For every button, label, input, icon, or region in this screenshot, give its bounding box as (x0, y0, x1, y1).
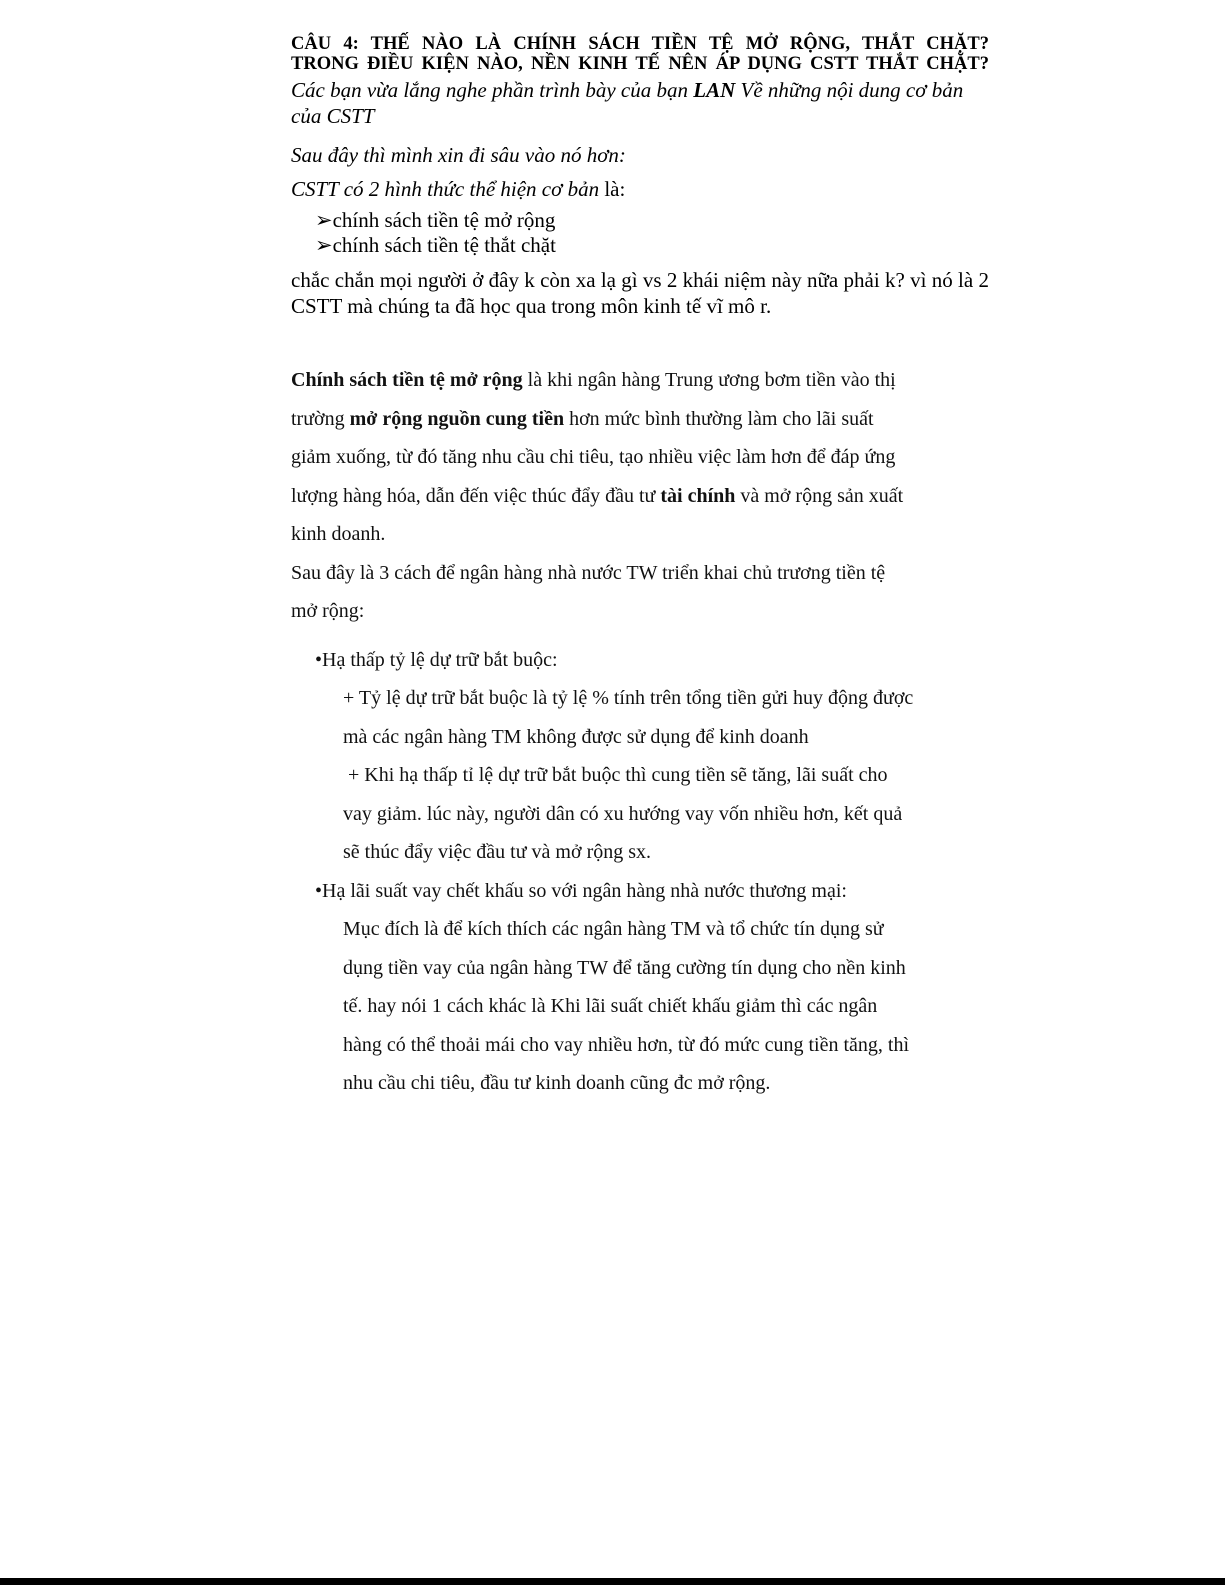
expansion-line-4: lượng hàng hóa, dẫn đến việc thúc đẩy đầu tư tài chính và mở rộng sản xuất (291, 484, 904, 507)
expansion-emphasis: mở rộng nguồn cung tiền (349, 407, 565, 430)
method-line: + Khi hạ thấp tỉ lệ dự trữ bắt buộc thì cung tiền sẽ tăng, lãi suất cho (343, 764, 888, 786)
intro-paragraph (291, 77, 989, 129)
method-line: mà các ngân hàng TM không được sử dụng để kinh doanh (343, 725, 809, 748)
expansion-line-5: kinh doanh. (291, 523, 386, 545)
method-heading: •Hạ thấp tỷ lệ dự trữ bắt buộc: (315, 648, 558, 671)
ways-line-2: mở rộng: (291, 600, 365, 622)
method-discount-rate (291, 872, 989, 1103)
familiar-paragraph: chắc chắn mọi người ở đây k còn xa lạ gì vs 2 khái niệm này nữa phải k? vì nó là 2 CSTT mà chúng ta đã học qua trong môn kinh tế vĩ mô r. (291, 268, 989, 318)
list-item: ➢chính sách tiền tệ thắt chặt (315, 233, 556, 257)
list-item: ➢chính sách tiền tệ mở rộng (315, 208, 556, 232)
method-heading: •Hạ lãi suất vay chết khấu so với ngân hàng nhà nước thương mại: (315, 879, 847, 902)
method-line: vay giảm. lúc này, người dân có xu hướng vay vốn nhiều hơn, kết quả (343, 802, 903, 825)
method-line: sẽ thúc đẩy việc đầu tư và mở rộng sx. (343, 841, 652, 863)
method-line: hàng có thể thoải mái cho vay nhiều hơn, từ đó mức cung tiền tăng, thì (343, 1033, 910, 1056)
intro-name: LAN (693, 78, 736, 102)
forms-list (291, 208, 989, 258)
deep-dive-line: Sau đây thì mình xin đi sâu vào nó hơn: (291, 143, 626, 167)
intro-text-a: Các bạn vừa lắng nghe phần trình bày của bạn (291, 78, 694, 102)
method-line: Mục đích là để kích thích các ngân hàng TM và tổ chức tín dụng sử (343, 918, 884, 940)
intro-text-b: Về những nội dung cơ bản của CSTT (291, 78, 964, 128)
expansion-term: Chính sách tiền tệ mở rộng (291, 369, 523, 391)
expansion-line-2: trường mở rộng nguồn cung tiền hơn mức bình thường làm cho lãi suất (291, 407, 874, 430)
forms-plain-text: là: (604, 177, 626, 201)
method-line: dụng tiền vay của ngân hàng TW để tăng cường tín dụng cho nền kinh (343, 956, 906, 979)
expansion-definition (291, 361, 989, 631)
method-line: nhu cầu chi tiêu, đầu tư kinh doanh cũng đc mở rộng. (343, 1072, 771, 1094)
method-reserve-ratio (291, 641, 989, 872)
forms-italic-text: CSTT có 2 hình thức thể hiện cơ bản (291, 177, 605, 201)
expansion-line-3: giảm xuống, từ đó tăng nhu cầu chi tiêu, tạo nhiều việc làm hơn để đáp ứng (291, 446, 896, 468)
question-title-line-1: CÂU 4: THẾ NÀO LÀ CHÍNH SÁCH TIỀN TỆ MỞ RỘNG, THẮT CHẶT? (291, 34, 989, 54)
question-title-line-2: TRONG ĐIỀU KIỆN NÀO, NỀN KINH TẾ NÊN ÁP DỤNG CSTT THẮT CHẶT? (291, 54, 989, 74)
method-line: + Tỷ lệ dự trữ bắt buộc là tỷ lệ % tính trên tổng tiền gửi huy động được (343, 687, 914, 709)
expansion-line-1: Chính sách tiền tệ mở rộng là khi ngân hàng Trung ương bơm tiền vào thị (291, 369, 896, 391)
forms-line (291, 176, 989, 202)
document-body (291, 34, 989, 1103)
page-bottom-border (0, 1578, 1225, 1585)
ways-line-1: Sau đây là 3 cách để ngân hàng nhà nước TW triển khai chủ trương tiền tệ (291, 561, 886, 584)
method-line: tế. hay nói 1 cách khác là Khi lãi suất chiết khấu giảm thì các ngân (343, 995, 878, 1017)
expansion-finance: tài chính (660, 484, 736, 507)
